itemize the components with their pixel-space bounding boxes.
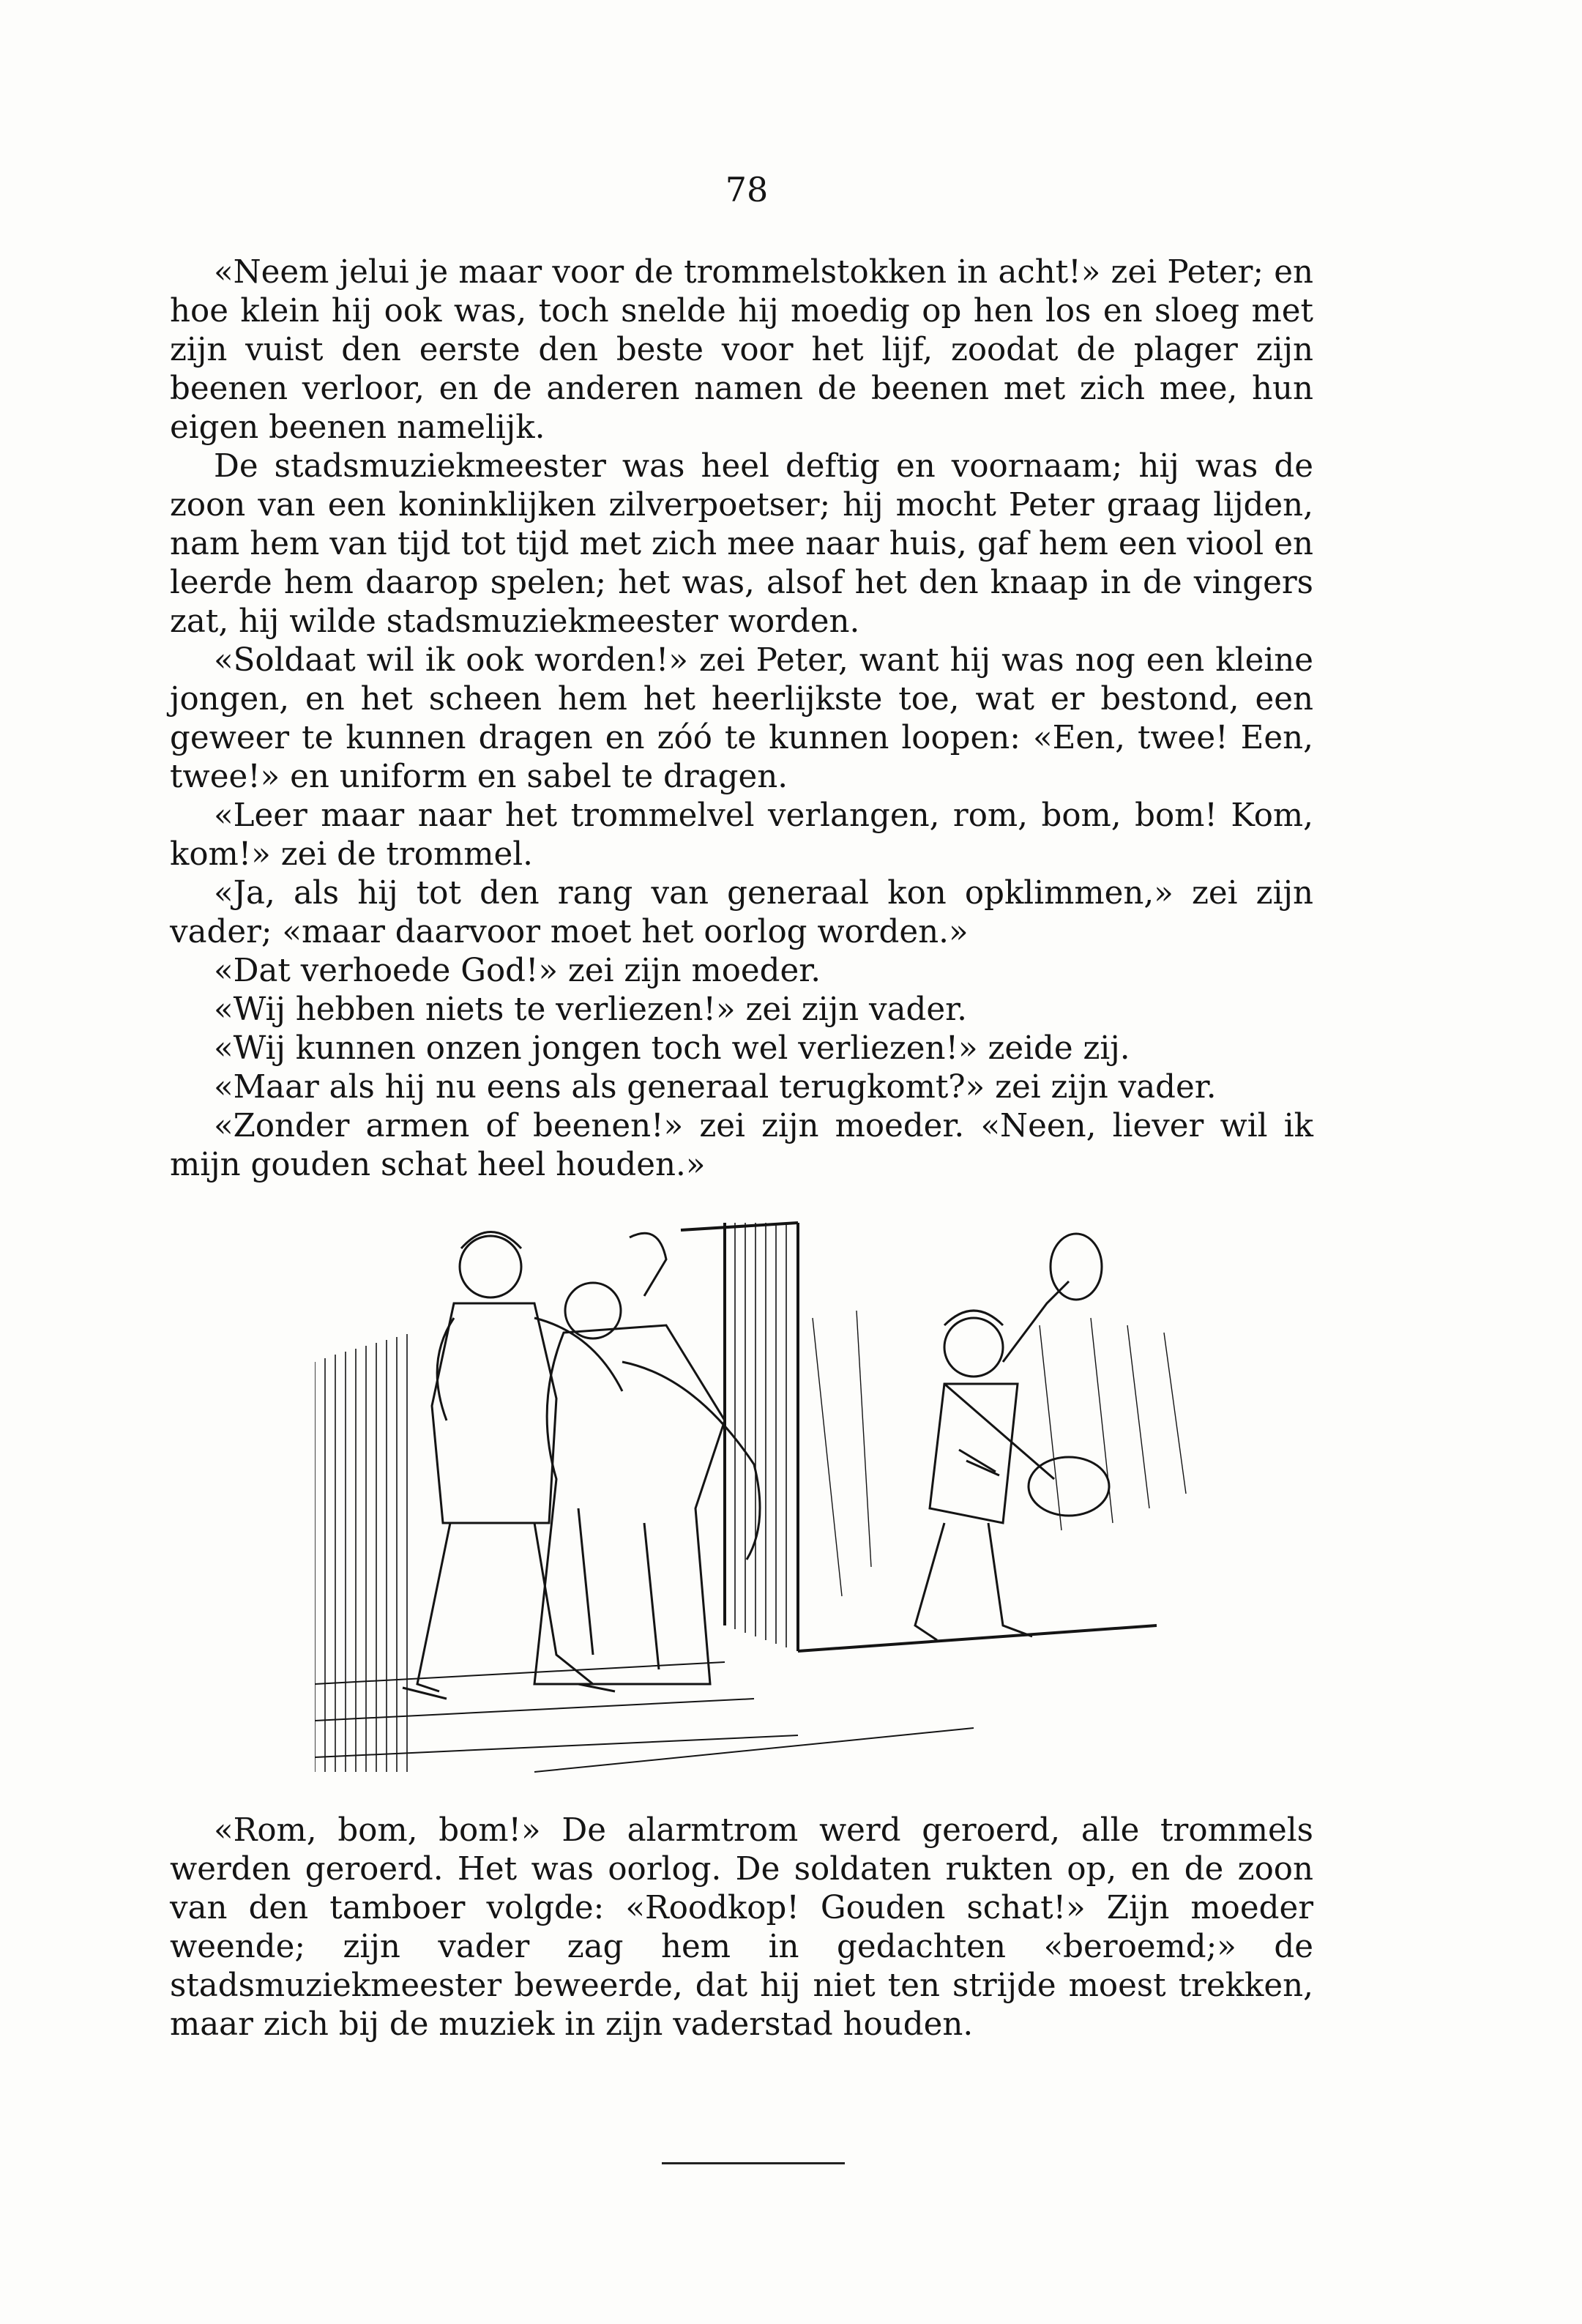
paragraph: De stadsmuziekmeester was heel deftig en voornaam; hij was de zoon van een koninklijken zilverpoetser; hij mocht Peter graag lijden, nam hem van tijd tot tijd met zich mee naar huis, gaf hem een viool en leerde hem daarop spelen; het was, alsof het den knaap in de vingers zat, hij wilde stadsmuziekmeester worden. — [170, 448, 1313, 640]
door-frame — [681, 1223, 1157, 1651]
paragraph: «Neem jelui je maar voor de trommelstokken in acht!» zei Peter; en hoe klein hij ook was, toch snelde hij moedig op hen los en sloeg met zijn vuist den eerste den beste voor het lijf, zoodat de plager zijn beenen verloor, en de anderen namen de beenen met zich mee, hun eigen beenen namelijk. — [170, 254, 1313, 446]
text-block-top — [170, 253, 1313, 1185]
paragraph: «Wij hebben niets te verliezen!» zei zijn vader. — [214, 991, 967, 1028]
page-number: 78 — [725, 170, 769, 209]
doorway-hatching — [813, 1311, 1186, 1596]
paragraph: «Soldaat wil ik ook worden!» zei Peter, want hij was nog een kleine jongen, en het scheen hem het heerlijkste toe, wat er bestond, een geweer te kunnen dragen en zóó te kunnen loopen: «Een, twee! Een, twee!» en uniform en sabel te dragen. — [170, 642, 1313, 795]
text-block-bottom — [170, 1811, 1313, 2044]
paragraph: «Rom, bom, bom!» De alarmtrom werd geroerd, alle trommels werden geroerd. Het was oorlog. De soldaten rukten op, en de zoon van den tamboer volgde: «Roodkop! Gouden schat!» Zijn moeder weende; zijn vader zag hem in gedachten «beroemd;» de stadsmuziekmeester beweerde, dat hij niet ten strijde moest trekken, maar zich bij de muziek in zijn vaderstad houden. — [170, 1812, 1313, 2043]
paragraph: «Ja, als hij tot den rang van generaal kon opklimmen,» zei zijn vader; «maar daarvoor moet het oorlog worden.» — [170, 875, 1313, 950]
paragraph: «Wij kunnen onzen jongen toch wel verliezen!» zeide zij. — [214, 1030, 1130, 1067]
engraving-illustration — [315, 1215, 1230, 1787]
end-rule — [662, 2162, 845, 2164]
paragraph: «Dat verhoede God!» zei zijn moeder. — [214, 953, 821, 989]
floor-lines — [315, 1662, 974, 1772]
paragraph: «Maar als hij nu eens als generaal terugkomt?» zei zijn vader. — [214, 1069, 1217, 1106]
paragraph: «Leer maar naar het trommelvel verlangen, rom, bom, bom! Kom, kom!» zei de trommel. — [170, 797, 1313, 873]
paragraph: «Zonder armen of beenen!» zei zijn moeder. «Neen, liever wil ik mijn gouden schat heel houden.» — [170, 1108, 1313, 1183]
boy-figure — [915, 1234, 1109, 1640]
